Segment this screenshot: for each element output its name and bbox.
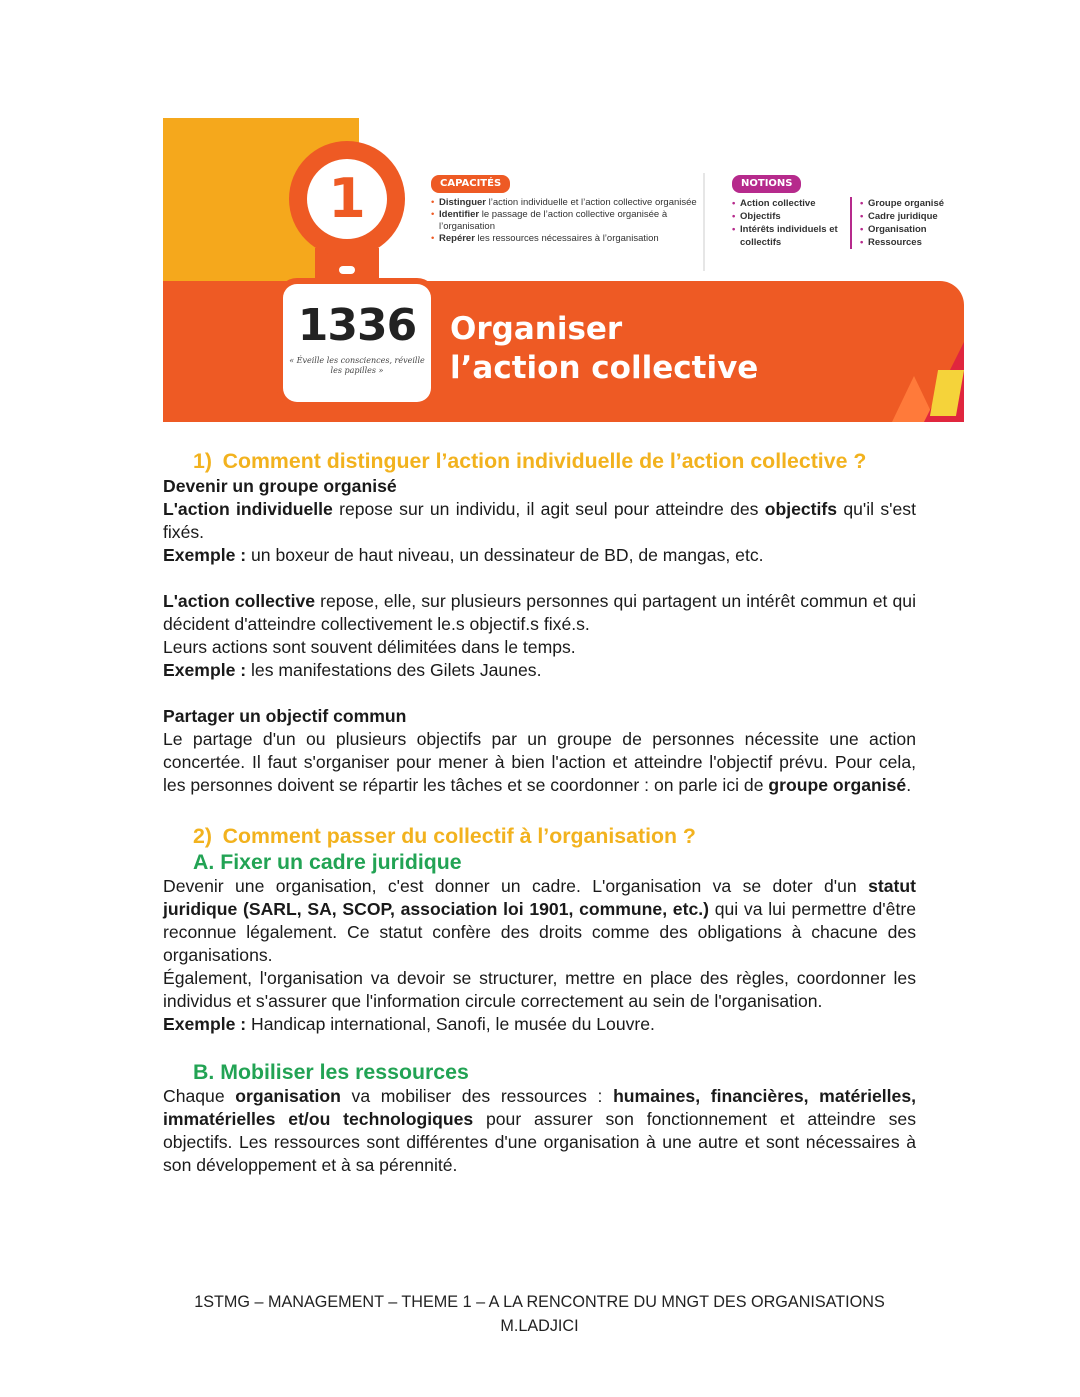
notions-box: [732, 173, 964, 265]
list-item: • Identifier le passage de l’action collective organisée à l’organisation: [431, 209, 703, 233]
footer-course: 1STMG – MANAGEMENT – THEME 1 – A LA RENCONTRE DU MNGT DES ORGANISATIONS: [194, 1293, 885, 1311]
section2-heading: 2) Comment passer du collectif à l’organisation ?: [193, 823, 696, 848]
paragraph: Le partage d'un ou plusieurs objectifs par un groupe de personnes nécessite une action concertée. Il faut s'organiser pour mener à bien l'action et atteindre l'objectif prévu. Pour cela, les personnes doivent se répartir les tâches et se coordonner : on parle ici de groupe organisé.: [163, 728, 916, 795]
notions-label: NOTIONS: [732, 175, 801, 193]
paragraph: L'action individuelle repose sur un individu, il agit seul pour atteindre des objectifs qu'il s'est fixés.: [163, 498, 916, 542]
logo-tagline: « Éveille les consciences, réveille les papilles »: [289, 356, 425, 375]
list-item: • Ressources: [860, 236, 960, 249]
notions-list-left: [732, 197, 850, 249]
chapter-number: 1: [328, 167, 366, 230]
subsection-a-heading: A. Fixer un cadre juridique: [193, 850, 462, 874]
paragraph: Devenir une organisation, c'est donner un cadre. L'organisation va se doter d'un statut juridique (SARL, SA, SCOP, association loi 1901, commune, etc.) qui va lui permettre d'être reconnue légalement. Ce statut confère des droits comme des obligations à chacune des organisations.: [163, 876, 916, 965]
page-footer: [163, 1290, 916, 1338]
section1-heading: 1) Comment distinguer l’action individuelle de l’action collective ?: [193, 449, 867, 473]
publisher-logo: [283, 284, 431, 402]
list-item: • Organisation: [860, 223, 960, 236]
section1-subheading: Devenir un groupe organisé: [163, 475, 397, 496]
chapter-banner: [163, 118, 964, 422]
list-item: • Repérer les ressources nécessaires à l’organisation: [431, 233, 703, 245]
example: Exemple : les manifestations des Gilets Jaunes.: [163, 659, 542, 680]
footer-author: M.LADJICI: [500, 1317, 579, 1335]
capacites-label: CAPACITÉS: [431, 175, 510, 193]
chapter-badge: [289, 141, 405, 257]
paragraph: Également, l'organisation va devoir se structurer, mettre en place des règles, coordonner les individus et s'assurer que l'information circule correctement au sein de l'organisation.: [163, 968, 916, 1011]
chapter-title: Organiser l’action collective: [450, 311, 759, 386]
list-item: • Objectifs: [732, 210, 850, 223]
list-item: • Distinguer l’action individuelle et l’action collective organisée: [431, 197, 703, 209]
notions-list-right: [850, 197, 960, 249]
section1-subheading-2: Partager un objectif commun: [163, 705, 407, 726]
logo-number: 1336: [297, 300, 417, 351]
list-item: • Cadre juridique: [860, 210, 960, 223]
list-item: • Action collective: [732, 197, 850, 210]
example: Exemple : Handicap international, Sanofi, le musée du Louvre.: [163, 1014, 655, 1034]
capacites-box: [431, 173, 705, 271]
paragraph: Chaque organisation va mobiliser des ressources : humaines, financières, matérielles, immatérielles et/ou technologiques pour assurer son fonctionnement et atteindre ses objectifs. Les ressources sont différentes d'une organisation à une autre et sont nécessaires à son développement et à sa pérennité.: [163, 1086, 916, 1175]
list-item: • Intérêts individuels et collectifs: [732, 223, 850, 249]
capacites-list: [431, 197, 703, 245]
paragraph: Leurs actions sont souvent délimitées dans le temps.: [163, 636, 576, 657]
list-item: • Groupe organisé: [860, 197, 960, 210]
paragraph: L'action collective repose, elle, sur plusieurs personnes qui partagent un intérêt commun et qui décident d'atteindre collectivement le.s objectif.s fixé.s.: [163, 590, 916, 634]
subsection-b-heading: B. Mobiliser les ressources: [193, 1060, 469, 1084]
document-body: [163, 448, 916, 1177]
example: Exemple : un boxeur de haut niveau, un dessinateur de BD, de mangas, etc.: [163, 544, 764, 565]
